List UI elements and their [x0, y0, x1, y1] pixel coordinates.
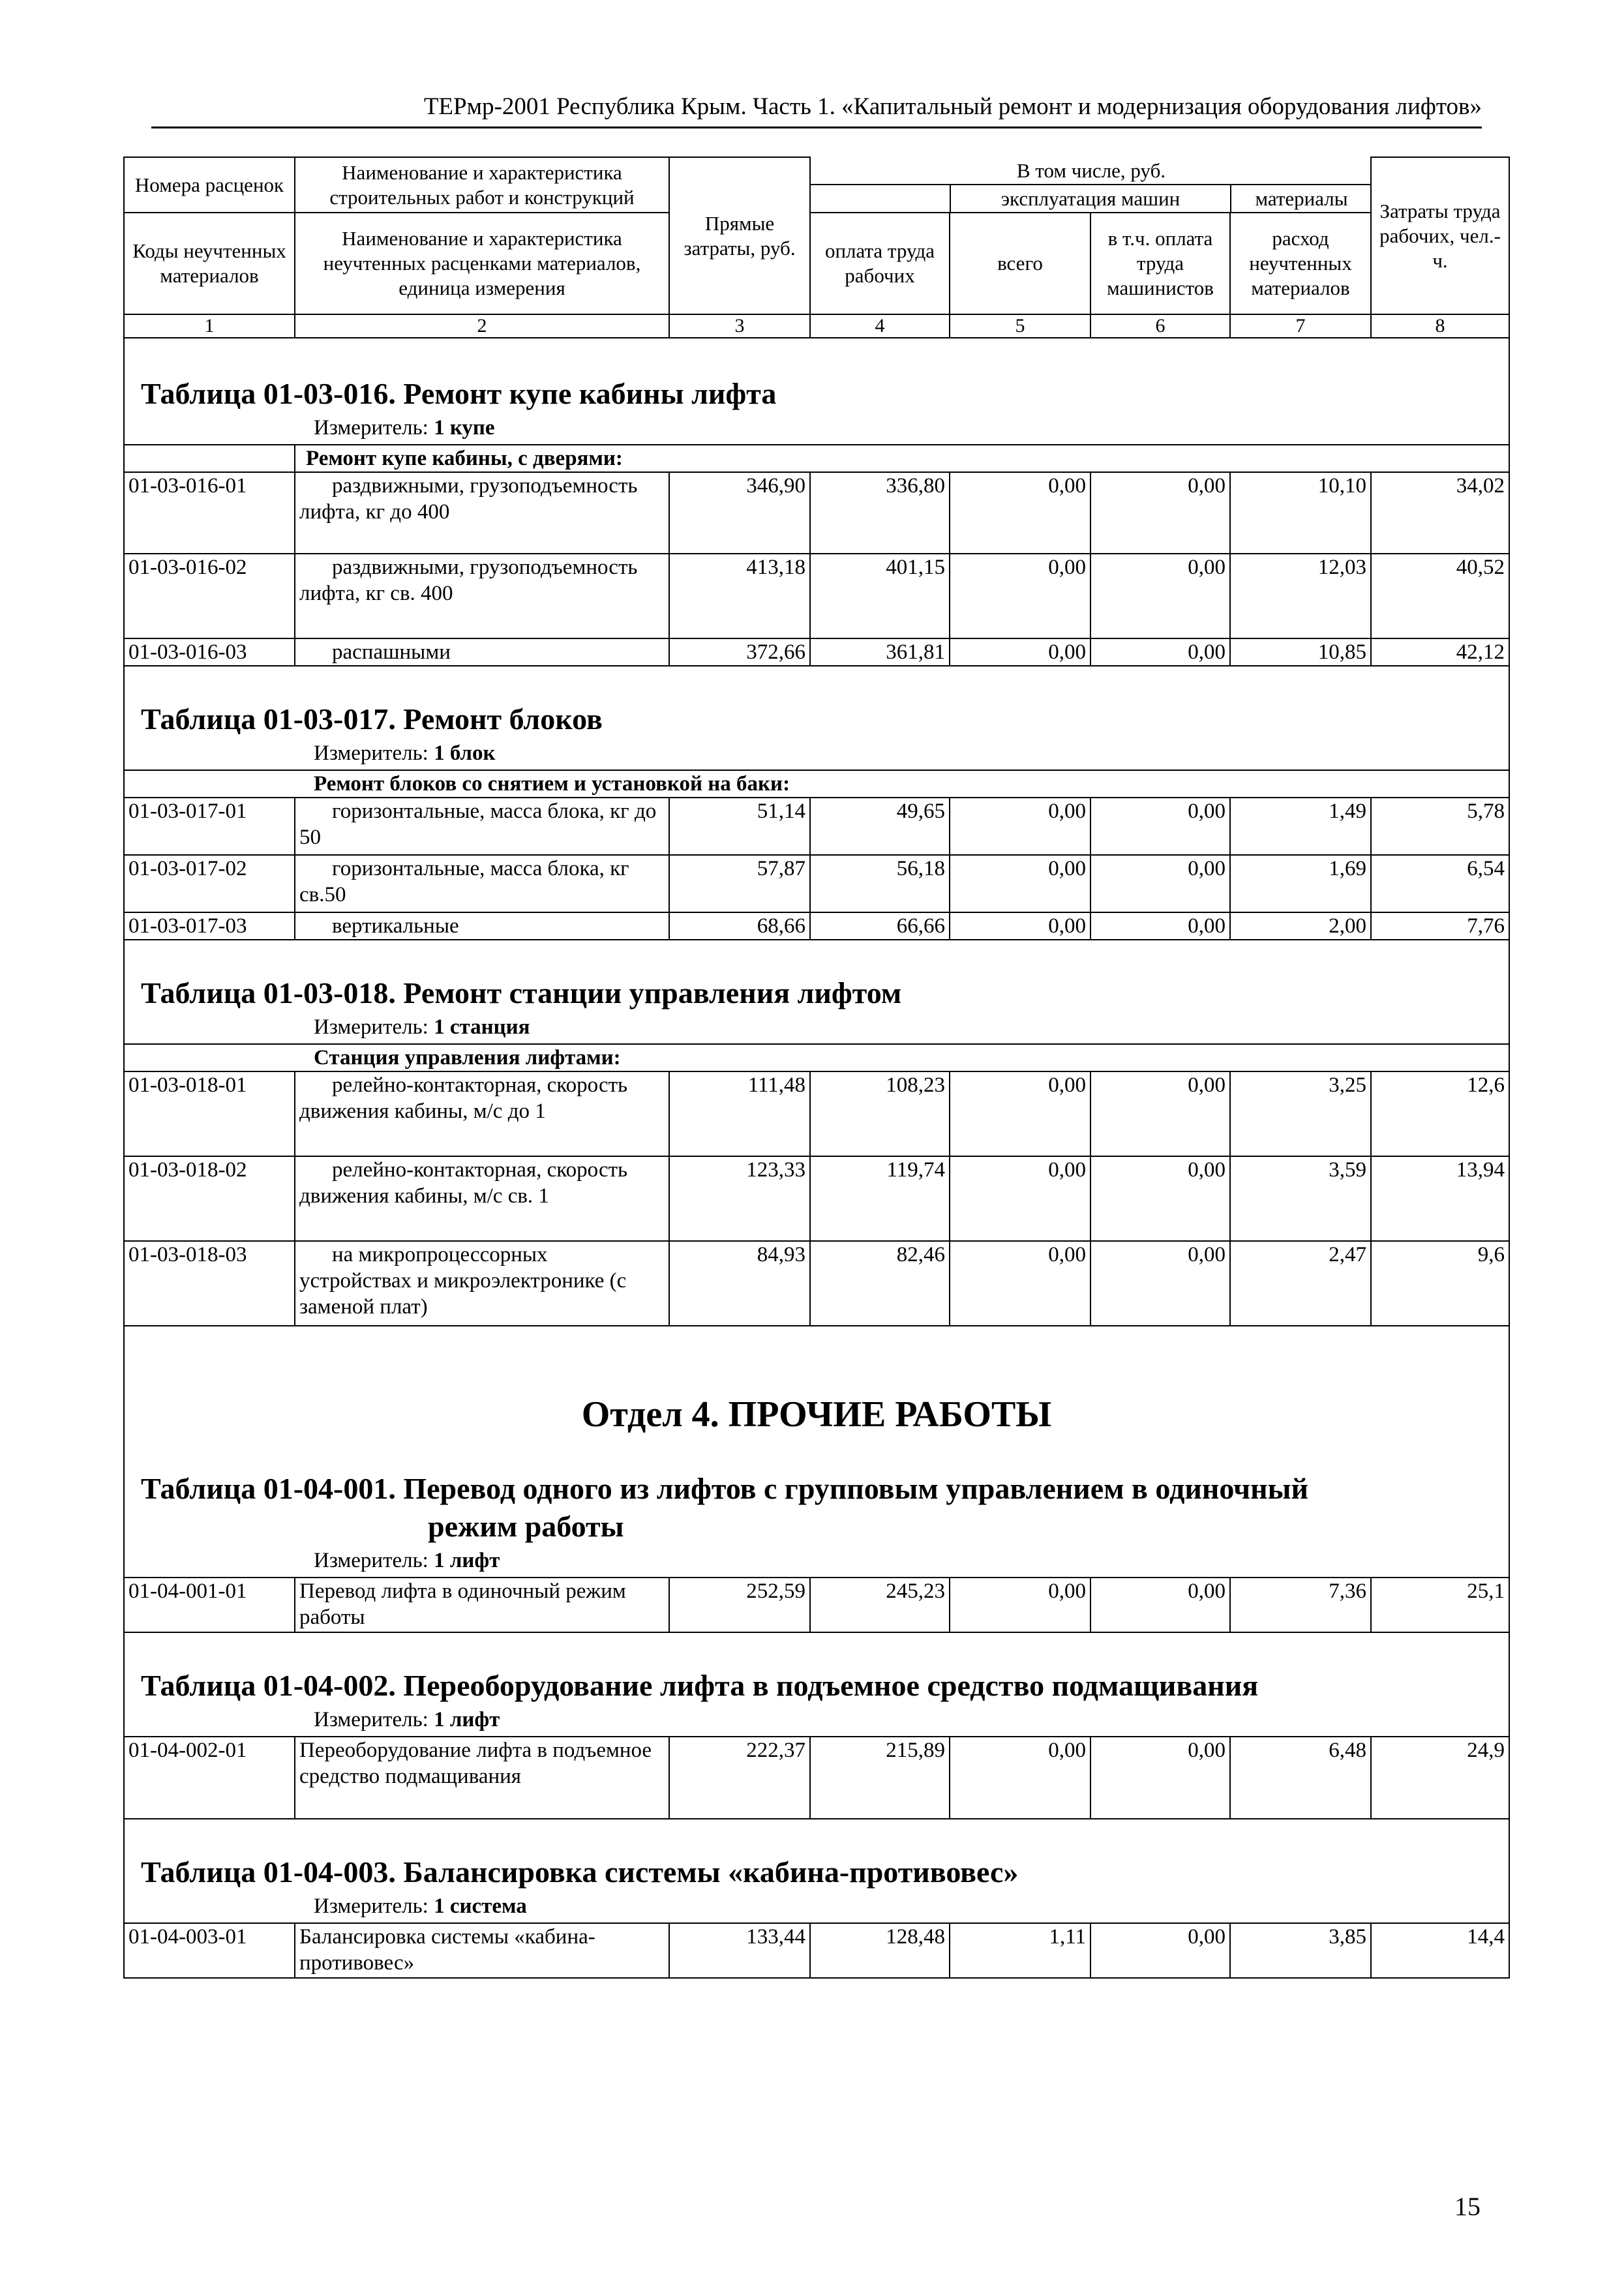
rate-code: 01-03-016-01: [124, 472, 295, 554]
column-number-row: [124, 314, 1509, 338]
header-group-label: В том числе, руб.: [811, 157, 1372, 185]
rate-name: распашными: [295, 638, 669, 666]
machinist-pay: 0,00: [1090, 638, 1230, 666]
rate-code: 01-04-001-01: [124, 1578, 295, 1632]
labor-hours: 6,54: [1371, 855, 1509, 912]
measure-unit: Измеритель: 1 система: [314, 1894, 527, 1918]
column-number: 5: [950, 314, 1090, 338]
machinist-pay: 0,00: [1090, 1737, 1230, 1819]
table-row: [124, 855, 1509, 912]
direct-costs: 252,59: [669, 1578, 810, 1632]
header-group-wrapper: [810, 157, 1371, 213]
worker-pay: 401,15: [810, 554, 950, 638]
table-row: [124, 1578, 1509, 1632]
machinist-pay: 0,00: [1090, 1578, 1230, 1632]
labor-hours: 13,94: [1371, 1156, 1509, 1241]
worker-pay: 56,18: [810, 855, 950, 912]
rate-name: горизонтальные, масса блока, кг св.50: [295, 855, 669, 912]
labor-hours: 42,12: [1371, 638, 1509, 666]
table-header: [124, 157, 1509, 338]
section-01-03-017: [124, 666, 1509, 940]
labor-hours: 5,78: [1371, 798, 1509, 855]
machinist-pay: 0,00: [1090, 912, 1230, 940]
rate-code: 01-03-017-02: [124, 855, 295, 912]
column-number: 3: [669, 314, 810, 338]
machines-total: 0,00: [950, 1156, 1090, 1241]
rate-code: 01-04-003-01: [124, 1923, 295, 1978]
worker-pay: 82,46: [810, 1241, 950, 1326]
column-number: 6: [1090, 314, 1230, 338]
materials: 1,69: [1230, 855, 1371, 912]
table-title: Таблица 01-04-001. Перевод одного из лифтов с групповым управлением в одиночный режим работы: [141, 1472, 1309, 1543]
materials: 2,00: [1230, 912, 1371, 940]
rate-name: раздвижными, грузоподъемность лифта, кг до 400: [295, 472, 669, 554]
header-labor-hours: Затраты труда рабочих, чел.-ч.: [1371, 157, 1509, 314]
department-4: [124, 1326, 1509, 1978]
header-direct-costs: Прямые затраты, руб.: [669, 157, 810, 314]
table-row: [124, 472, 1509, 554]
worker-pay: 336,80: [810, 472, 950, 554]
page-number: 15: [1454, 2192, 1481, 2221]
machines-total: 0,00: [950, 1241, 1090, 1326]
worker-pay: 128,48: [810, 1923, 950, 1978]
table-title: Таблица 01-03-018. Ремонт станции управления лифтом: [141, 976, 902, 1010]
rate-code: 01-04-002-01: [124, 1737, 295, 1819]
labor-hours: 34,02: [1371, 472, 1509, 554]
rate-code: 01-03-018-02: [124, 1156, 295, 1241]
table-title: Таблица 01-04-003. Балансировка системы «кабина-противовес»: [141, 1855, 1019, 1889]
labor-hours: 12,6: [1371, 1071, 1509, 1156]
machinist-pay: 0,00: [1090, 855, 1230, 912]
department-title: Отдел 4. ПРОЧИЕ РАБОТЫ: [581, 1394, 1052, 1435]
labor-hours: 25,1: [1371, 1578, 1509, 1632]
header-materials: материалы: [1255, 187, 1348, 210]
machinist-pay: 0,00: [1090, 798, 1230, 855]
table-row: [124, 638, 1509, 666]
materials: 12,03: [1230, 554, 1371, 638]
measure-unit: Измеритель: 1 блок: [314, 741, 496, 765]
header-machinist-pay: в т.ч. оплата труда машинистов: [1090, 213, 1230, 314]
materials: 3,85: [1230, 1923, 1371, 1978]
header-material-name: Наименование и характеристика неучтенных расценками материалов, единица измерения: [295, 213, 669, 314]
machines-total: 0,00: [950, 1071, 1090, 1156]
materials: 10,85: [1230, 638, 1371, 666]
section-heading: [124, 338, 1509, 445]
machines-total: 0,00: [950, 1578, 1090, 1632]
machinist-pay: 0,00: [1090, 1923, 1230, 1978]
worker-pay: 245,23: [810, 1578, 950, 1632]
labor-hours: 24,9: [1371, 1737, 1509, 1819]
machinist-pay: 0,00: [1090, 1071, 1230, 1156]
worker-pay: 119,74: [810, 1156, 950, 1241]
section-heading: [124, 666, 1509, 770]
table-title: Таблица 01-04-002. Переоборудование лифта в подъемное средство подмащивания: [141, 1669, 1259, 1702]
worker-pay: 361,81: [810, 638, 950, 666]
table-row: [124, 1241, 1509, 1326]
machines-total: 1,11: [950, 1923, 1090, 1978]
table-row: [124, 1156, 1509, 1241]
subheading: Ремонт купе кабины, с дверями:: [295, 445, 1509, 472]
direct-costs: 68,66: [669, 912, 810, 940]
measure-unit: Измеритель: 1 лифт: [314, 1708, 500, 1731]
section-heading: [124, 1632, 1509, 1737]
worker-pay: 108,23: [810, 1071, 950, 1156]
machines-total: 0,00: [950, 638, 1090, 666]
worker-pay: 215,89: [810, 1737, 950, 1819]
column-number: 2: [295, 314, 669, 338]
machines-total: 0,00: [950, 472, 1090, 554]
machines-total: 0,00: [950, 912, 1090, 940]
direct-costs: 346,90: [669, 472, 810, 554]
table-row: [124, 912, 1509, 940]
rate-name: Переоборудование лифта в подъемное средство подмащивания: [295, 1737, 669, 1819]
rate-name: горизонтальные, масса блока, кг до 50: [295, 798, 669, 855]
header-machines: эксплуатация машин: [950, 185, 1231, 212]
table-title: Таблица 01-03-016. Ремонт купе кабины лифта: [141, 377, 777, 410]
materials: 10,10: [1230, 472, 1371, 554]
direct-costs: 111,48: [669, 1071, 810, 1156]
machinist-pay: 0,00: [1090, 1241, 1230, 1326]
machines-total: 0,00: [950, 798, 1090, 855]
machines-total: 0,00: [950, 1737, 1090, 1819]
measure-unit: Измеритель: 1 станция: [314, 1015, 530, 1039]
header-rate-numbers: Номера расценок: [124, 157, 295, 213]
direct-costs: 133,44: [669, 1923, 810, 1978]
machinist-pay: 0,00: [1090, 554, 1230, 638]
direct-costs: 123,33: [669, 1156, 810, 1241]
labor-hours: 14,4: [1371, 1923, 1509, 1978]
rate-code: 01-03-017-01: [124, 798, 295, 855]
table-row: [124, 554, 1509, 638]
rate-name: на микропроцессорных устройствах и микроэлектронике (с заменой плат): [295, 1241, 669, 1326]
rate-code: 01-03-016-02: [124, 554, 295, 638]
header-machines-total: всего: [950, 213, 1090, 314]
direct-costs: 51,14: [669, 798, 810, 855]
rate-code: 01-03-018-03: [124, 1241, 295, 1326]
column-number: 4: [810, 314, 950, 338]
header-group-table: [811, 157, 1372, 212]
materials: 2,47: [1230, 1241, 1371, 1326]
running-header: ТЕРмр-2001 Республика Крым. Часть 1. «Капитальный ремонт и модернизация оборудования лифтов»: [151, 91, 1482, 128]
column-number: 8: [1371, 314, 1509, 338]
table-row: [124, 1737, 1509, 1819]
labor-hours: 9,6: [1371, 1241, 1509, 1326]
direct-costs: 372,66: [669, 638, 810, 666]
rate-name: вертикальные: [295, 912, 669, 940]
materials: 3,25: [1230, 1071, 1371, 1156]
table-row: [124, 798, 1509, 855]
subheading: Станция управления лифтами:: [124, 1044, 1509, 1071]
rate-name: релейно-контакторная, скорость движения кабины, м/с до 1: [295, 1071, 669, 1156]
price-table: [123, 157, 1510, 1979]
labor-hours: 40,52: [1371, 554, 1509, 638]
rate-code: 01-03-018-01: [124, 1071, 295, 1156]
column-number: 7: [1230, 314, 1371, 338]
labor-hours: 7,76: [1371, 912, 1509, 940]
measure-unit: Измеритель: 1 лифт: [314, 1549, 500, 1572]
rate-name: Балансировка системы «кабина-противовес»: [295, 1923, 669, 1978]
worker-pay: 66,66: [810, 912, 950, 940]
header-work-name: Наименование и характеристика строительных работ и конструкций: [295, 157, 669, 213]
worker-pay: 49,65: [810, 798, 950, 855]
rate-name: Перевод лифта в одиночный режим работы: [295, 1578, 669, 1632]
header-worker-pay: оплата труда рабочих: [810, 213, 950, 314]
machinist-pay: 0,00: [1090, 472, 1230, 554]
rate-code: 01-03-016-03: [124, 638, 295, 666]
materials: 1,49: [1230, 798, 1371, 855]
table-title: Таблица 01-03-017. Ремонт блоков: [141, 702, 603, 736]
subheading: Ремонт блоков со снятием и установкой на баки:: [124, 770, 1509, 798]
materials: 7,36: [1230, 1578, 1371, 1632]
rate-code: 01-03-017-03: [124, 912, 295, 940]
measure-unit: Измеритель: 1 купе: [314, 416, 495, 440]
section-heading: [124, 1819, 1509, 1923]
section-heading: [124, 940, 1509, 1044]
direct-costs: 413,18: [669, 554, 810, 638]
section-01-03-018: [124, 940, 1509, 1326]
department-heading: [124, 1326, 1509, 1578]
rate-name: релейно-контакторная, скорость движения кабины, м/с св. 1: [295, 1156, 669, 1241]
rate-name: раздвижными, грузоподъемность лифта, кг св. 400: [295, 554, 669, 638]
machinist-pay: 0,00: [1090, 1156, 1230, 1241]
direct-costs: 84,93: [669, 1241, 810, 1326]
column-number: 1: [124, 314, 295, 338]
direct-costs: 57,87: [669, 855, 810, 912]
direct-costs: 222,37: [669, 1737, 810, 1819]
header-material-consumption: расход неучтенных материалов: [1230, 213, 1371, 314]
machines-total: 0,00: [950, 554, 1090, 638]
machines-total: 0,00: [950, 855, 1090, 912]
table-row: [124, 1071, 1509, 1156]
section-01-03-016: [124, 338, 1509, 666]
materials: 6,48: [1230, 1737, 1371, 1819]
materials: 3,59: [1230, 1156, 1371, 1241]
table-row: [124, 1923, 1509, 1978]
header-material-codes: Коды неучтенных материалов: [124, 213, 295, 314]
